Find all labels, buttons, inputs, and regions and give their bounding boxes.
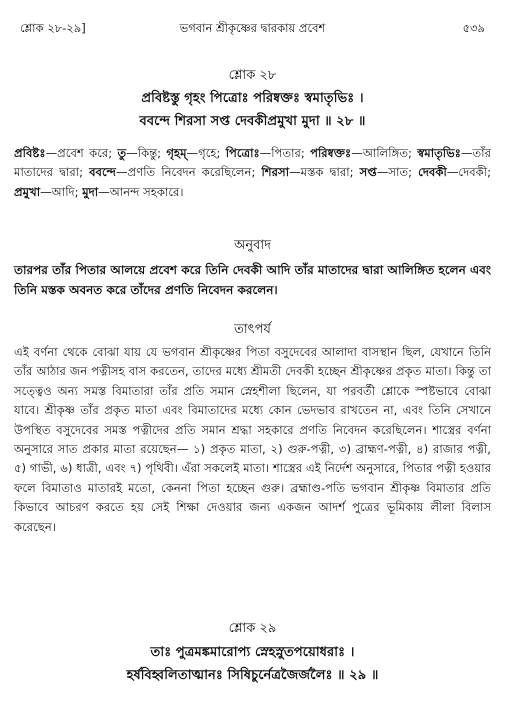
synonym-word: স্বমাতৃভিঃ (417, 146, 461, 160)
synonym-word: ববন্দে (89, 165, 116, 180)
synonym-meaning: —কিন্তু; (126, 146, 167, 160)
verse-29-line-1: তাঃ পুত্রমঙ্কমারোপ্য স্নেহস্নুতপয়োধরাঃ । (150, 645, 355, 660)
verse-28-line-1: প্রবিষ্টস্তু গৃহং পিত্রোঃ পরিষ্বক্তঃ স্বমাতৃভিঃ । (141, 91, 364, 106)
synonym-word: প্রমুখা (14, 184, 41, 199)
synonym-word: দেবকী (418, 165, 447, 180)
synonym-meaning: —সাত; (376, 165, 419, 180)
running-header (20, 20, 485, 36)
synonym-meaning: —প্রণতি নিবেদন করেছিলেন; (115, 165, 262, 180)
synonym-meaning: —আদি; (40, 184, 83, 199)
purport-text: এই বর্ণনা থেকে বোঝা যায় যে ভগবান শ্রীকৃষ্ণের পিতা বসুদেবের আলাদা বাসস্থান ছিল, যেখানে তিনি তাঁর আঠার জন পত্নীসহ বাস করতেন, তাদের মধ্যে শ্রীমতী দেবকী হচ্ছেন শ্রীকৃষ্ণের প্রকৃত মাতা। কিন্তু তা সত্ত্বেও অন্য সমস্ত বিমাতারা তাঁর প্রতি সমান স্নেহশীলা ছিলেন, যা পরবর্তী শ্লোকে স্পষ্টভাবে বোঝা যাবে। শ্রীকৃষ্ণ তাঁর প্রকৃত মাতা এবং বিমাতাদের মধ্যে কোন ভেদভাব রাখতেন না, এবং তিনি সেখানে উপস্থিত বসুদেবের সমস্ত পত্নীদের প্রতি সমান শ্রদ্ধা সহকারে প্রণতি নিবেদন করেছিলেন। শাস্ত্রের বর্ণনা অনুসারে সাত প্রকার মাতা রয়েছেন— ১) প্রকৃত মাতা, ২) গুরু-পত্নী, ৩) ব্রাহ্মণ-পত্নী, ৪) রাজার পত্নী, ৫) গাভী, ৬) ধাত্রী, এবং ৭) পৃথিবী। এঁরা সকলেই মাতা। শাস্ত্রের এই নির্দেশ অনুসারে, পিতার পত্নী হওয়ার ফলে বিমাতাও মাতারই মতো, কেননা পিতা হচ্ছেন গুরু। ব্রহ্মাণ্ড-পতি ভগবান শ্রীকৃষ্ণ বিমাতার প্রতি কিভাবে আচরণ করতে হয় সেই শিক্ষা দেওয়ার জন্য একজন আদর্শ পুত্রের ভূমিকায় লীলা বিলাস করেছেন। (14, 345, 491, 534)
synonym-word: প্রবিষ্টঃ (14, 146, 46, 160)
synonym-word: মুদা (82, 184, 99, 199)
synonym-meaning: —প্রবেশ করে; (45, 146, 118, 160)
synonym-word: শিরসা (261, 165, 290, 180)
header-chapter-title: ভগবান শ্রীকৃষ্ণের দ্বারকায় প্রবেশ (179, 21, 326, 35)
verse-28-heading: শ্লোক ২৮ (228, 68, 277, 83)
synonym-word: পিত্রোঃ (225, 146, 260, 160)
synonym-meaning: —পিতার; (259, 146, 311, 160)
purport-heading: তাৎপর্য (234, 322, 271, 337)
translation-text: তারপর তাঁর পিতার আলয়ে প্রবেশ করে তিনি দেবকী আদি তাঁর মাতাদের দ্বারা আলিঙ্গিত হলেন এবং তিনি মস্তক অবনত করে তাঁদের প্রণতি নিবেদন করলেন। (14, 263, 491, 297)
synonym-meaning: —আনন্দ সহকারে। (98, 184, 184, 199)
synonym-word: পরিষ্বক্তঃ (310, 146, 352, 160)
header-verse-range: শ্লোক ২৮-২৯] (20, 21, 86, 35)
verse-29-heading: শ্লোক ২৯ (228, 621, 277, 636)
synonym-word: গৃহম্ (166, 146, 187, 160)
page-number: ৫৩৯ (462, 21, 485, 35)
synonyms-paragraph (14, 144, 491, 202)
synonym-word: তু (117, 146, 127, 160)
synonym-meaning: —দেবকী; (446, 165, 491, 180)
synonym-word: সপ্ত (359, 165, 377, 180)
verse-28-line-2: ববন্দে শিরসা সপ্ত দেবকীপ্রমুখা মুদা ॥ ২৮ ॥ (139, 114, 366, 129)
synonym-meaning: —গৃহে; (186, 146, 226, 160)
synonym-meaning: —আলিঙ্গিত; (351, 146, 418, 160)
synonym-meaning: —তাঁর মাতাদের দ্বারা; (14, 146, 491, 180)
translation-heading: অনুবাদ (234, 238, 271, 253)
synonym-meaning: —মস্তক দ্বারা; (289, 165, 360, 180)
verse-29-line-2: হর্ষবিহ্বলিতাত্মানঃ সিষিচুর্নেত্রজৈর্জলৈঃ ॥ ২৯ ॥ (126, 668, 379, 683)
